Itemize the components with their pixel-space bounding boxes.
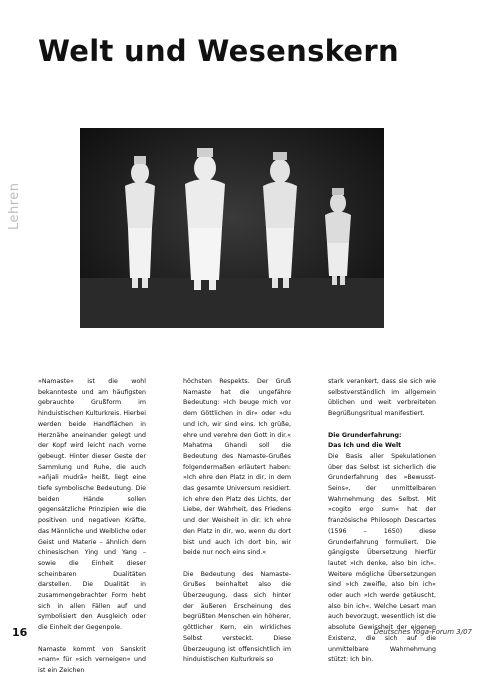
statue-photo	[80, 128, 384, 328]
statue-photo-graphic	[80, 128, 384, 328]
paragraph: Die Basis aller Spekulationen über das Selbst ist sicherlich die Grunderfahrung des »Bewusst-Seins«, der unmittelbaren Wahrnehmung des Selbst. Mit »cogito ergo sum« hat der französische Philosoph Descartes (1596 – 1650) diese Grunderfahrung formuliert. Die gängigste Übersetzung hierfür lautet »Ich denke, also bin ich«. Weitere mögliche Übersetzungen sind »Ich zweifle, also bin ich« oder auch »Ich werde getäuscht, also bin ich«. Welche Lesart man auch bevorzugt, wesentlich ist die absolute Gewissheit der eigenen Existenz, die sich auf die unmittelbare Wahrnehmung stützt: Ich bin.	[328, 452, 436, 664]
page-title: Welt und Wesenskern	[38, 34, 399, 68]
page-number: 16	[12, 626, 28, 639]
text-column-1	[38, 377, 146, 687]
paragraph: stark verankert, dass sie sich wie selbstverständlich im allgemein üblichen und weit verbreiteten Begrüßungsritual manifestiert.	[328, 378, 436, 418]
subheading-line-1: Die Grunderfahrung:	[328, 431, 402, 439]
text-column-2	[183, 377, 291, 677]
subheading	[328, 431, 436, 452]
paragraph: »Namaste« ist die wohl bekannteste und am häufigsten gebrauchte Grußform im hinduistischen Kulturkreis. Hierbei werden beide Handflächen in Herznähe aneinander gelegt und der Kopf wird leicht nach vorne gebeugt. Hinter dieser Geste der Sammlung und Ruhe, die auch »añjali mudrā« heißt, liegt eine tiefe symbolische Bedeutung. Die beiden Hände sollen gegensätzliche Prinzipien wie die positiven und negativen Kräfte, das Männliche und Weibliche oder Geist und Materie – ähnlich dem chinesischen Ying und Yang – sowie die Einheit dieser scheinbaren Dualitäten darstellen. Die Dualität in zusammengebrachter Form hebt sich in allen Fällen auf und symbolisiert den Ausgleich oder die Einheit der Gegenpole.	[38, 378, 146, 632]
paragraph: Die Bedeutung des Namaste-Grußes beinhaltet also die Überzeugung, dass sich hinter der äußeren Erscheinung des begrüßten Menschen ein höherer, göttlicher Kern, ein wirkliches Selbst versteckt. Diese Überzeugung ist offensichtlich im hinduistischen Kulturkreis so	[183, 570, 291, 664]
paragraph: höchsten Respekts. Der Gruß Namaste hat die ungefähre Bedeutung: »Ich beuge mich vor dem Göttlichen in dir« oder »du und ich, wir sind eins. Ich grüße, ehre und verehre den Gott in dir.« Mahatma Ghandi soll die Bedeutung des Namaste-Grußes folgendermaßen erläutert haben: »Ich ehre den Platz in dir, in dem das gesamte Universum residiert. Ich ehre den Platz des Lichts, der Liebe, der Wahrheit, des Friedens und der Weisheit in dir. Ich ehre den Platz in dir, wo, wenn du dort bist und auch ich dort bin, wir beide nur noch eins sind.«	[183, 378, 291, 557]
section-label-text: Lehren	[7, 182, 22, 230]
subheading-line-2: Das Ich und die Welt	[328, 442, 402, 450]
section-label	[4, 172, 26, 232]
publication-info: Deutsches Yoga-Forum 3/07	[373, 628, 472, 636]
paragraph: Namaste kommt von Sanskrit »nam« für »sich verneigen« und ist ein Zeichen	[38, 645, 146, 674]
